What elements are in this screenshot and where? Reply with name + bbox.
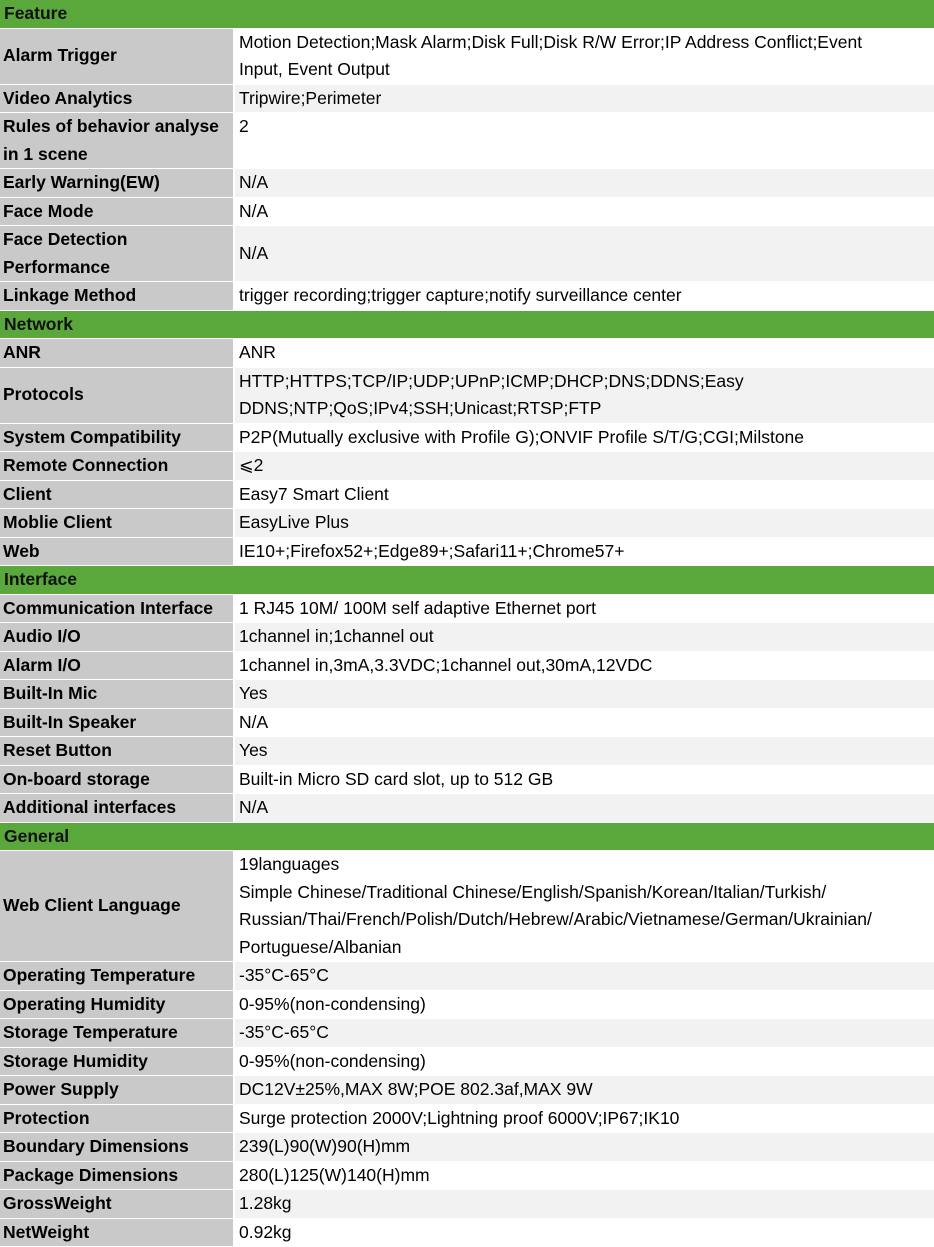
spec-row bbox=[0, 1019, 934, 1048]
spec-value-line: P2P(Mutually exclusive with Profile G);ONVIF Profile S/T/G;CGI;Milstone bbox=[239, 426, 805, 447]
spec-row bbox=[0, 282, 934, 311]
spec-value-line: -35°C-65°C bbox=[239, 965, 329, 985]
spec-row bbox=[0, 1104, 934, 1133]
spec-value-line: 0-95%(non-condensing) bbox=[239, 993, 426, 1014]
spec-value-line: 1 RJ45 10M/ 100M self adaptive Ethernet port bbox=[239, 597, 597, 618]
spec-label bbox=[0, 113, 234, 169]
spec-value-line: N/A bbox=[239, 172, 269, 192]
spec-value-line: Built-in Micro SD card slot, up to 512 GB bbox=[239, 768, 554, 789]
spec-value bbox=[234, 680, 934, 709]
spec-value-line: EasyLive Plus bbox=[239, 512, 349, 532]
spec-row bbox=[0, 1047, 934, 1076]
spec-value-line: DDNS;NTP;QoS;IPv4;SSH;Unicast;RTSP;FTP bbox=[239, 398, 602, 418]
spec-row bbox=[0, 509, 934, 538]
spec-value-line: Surge protection 2000V;Lightning proof 6000V;IP67;IK10 bbox=[239, 1107, 680, 1128]
spec-label: Early Warning(EW) bbox=[0, 169, 234, 198]
spec-label: Linkage Method bbox=[0, 282, 234, 311]
spec-row bbox=[0, 537, 934, 566]
section-title: Interface bbox=[0, 566, 934, 595]
spec-label: NetWeight bbox=[0, 1218, 234, 1247]
spec-value bbox=[234, 1161, 934, 1190]
spec-label-line: Face Detection bbox=[3, 229, 128, 249]
section-title: Feature bbox=[0, 0, 934, 28]
spec-row bbox=[0, 1133, 934, 1162]
spec-label: On-board storage bbox=[0, 765, 234, 794]
spec-label: Storage Humidity bbox=[0, 1047, 234, 1076]
spec-value bbox=[234, 1047, 934, 1076]
spec-label: Web bbox=[0, 537, 234, 566]
spec-label: Remote Connection bbox=[0, 452, 234, 481]
spec-row bbox=[0, 851, 934, 962]
spec-row bbox=[0, 794, 934, 823]
spec-value bbox=[234, 452, 934, 481]
spec-value bbox=[234, 794, 934, 823]
spec-value-line: HTTP;HTTPS;TCP/IP;UDP;UPnP;ICMP;DHCP;DNS;DDNS;Easy bbox=[239, 370, 744, 391]
spec-row bbox=[0, 84, 934, 113]
spec-value-line: ANR bbox=[239, 342, 276, 362]
spec-value-line: 0.92kg bbox=[239, 1221, 292, 1242]
spec-label: Moblie Client bbox=[0, 509, 234, 538]
spec-label: Client bbox=[0, 480, 234, 509]
spec-value-line: 1channel in,3mA,3.3VDC;1channel out,30mA,12VDC bbox=[239, 654, 653, 675]
spec-value bbox=[234, 84, 934, 113]
spec-value bbox=[234, 594, 934, 623]
spec-row bbox=[0, 169, 934, 198]
spec-value bbox=[234, 537, 934, 566]
spec-value-line: -35°C-65°C bbox=[239, 1022, 329, 1042]
spec-value-line: N/A bbox=[239, 797, 269, 817]
spec-label: GrossWeight bbox=[0, 1190, 234, 1219]
spec-value-line: Easy7 Smart Client bbox=[239, 483, 389, 504]
spec-value bbox=[234, 1190, 934, 1219]
section-title: General bbox=[0, 822, 934, 851]
spec-value bbox=[234, 1133, 934, 1162]
spec-row bbox=[0, 480, 934, 509]
spec-value bbox=[234, 169, 934, 198]
spec-label: ANR bbox=[0, 339, 234, 368]
section-header-network bbox=[0, 310, 934, 339]
spec-value-line: 239(L)90(W)90(H)mm bbox=[239, 1136, 411, 1156]
spec-row bbox=[0, 197, 934, 226]
spec-row bbox=[0, 623, 934, 652]
spec-value-line: Input, Event Output bbox=[239, 59, 390, 79]
spec-value-line: IE10+;Firefox52+;Edge89+;Safari11+;Chrome57+ bbox=[239, 540, 625, 561]
spec-row bbox=[0, 367, 934, 423]
spec-row bbox=[0, 1076, 934, 1105]
spec-value bbox=[234, 28, 934, 84]
spec-row bbox=[0, 452, 934, 481]
spec-value-line: 280(L)125(W)140(H)mm bbox=[239, 1164, 430, 1185]
spec-value bbox=[234, 480, 934, 509]
spec-value-line: Portuguese/Albanian bbox=[239, 936, 402, 957]
spec-row bbox=[0, 423, 934, 452]
spec-value bbox=[234, 1104, 934, 1133]
spec-row bbox=[0, 962, 934, 991]
spec-value bbox=[234, 197, 934, 226]
spec-label: Audio I/O bbox=[0, 623, 234, 652]
spec-value-line: ⩽2 bbox=[239, 455, 264, 475]
spec-label: Built-In Mic bbox=[0, 680, 234, 709]
spec-value-line: Motion Detection;Mask Alarm;Disk Full;Disk R/W Error;IP Address Conflict;Event bbox=[239, 31, 863, 52]
spec-label: Video Analytics bbox=[0, 84, 234, 113]
spec-value-line: Yes bbox=[239, 683, 268, 703]
spec-label: Alarm I/O bbox=[0, 651, 234, 680]
spec-value-line: Tripwire;Perimeter bbox=[239, 87, 382, 108]
section-header-general bbox=[0, 822, 934, 851]
spec-value bbox=[234, 623, 934, 652]
spec-label-line: in 1 scene bbox=[3, 143, 88, 164]
spec-label: Protection bbox=[0, 1104, 234, 1133]
spec-value bbox=[234, 339, 934, 368]
spec-label: System Compatibility bbox=[0, 423, 234, 452]
spec-value-line: Simple Chinese/Traditional Chinese/English/Spanish/Korean/Italian/Turkish/ bbox=[239, 881, 827, 902]
section-title: Network bbox=[0, 310, 934, 339]
section-header-feature bbox=[0, 0, 934, 28]
spec-label: Web Client Language bbox=[0, 851, 234, 962]
spec-value-line: trigger recording;trigger capture;notify surveillance center bbox=[239, 285, 682, 305]
spec-value bbox=[234, 990, 934, 1019]
spec-row bbox=[0, 1190, 934, 1219]
spec-row bbox=[0, 651, 934, 680]
spec-value-line: N/A bbox=[239, 711, 269, 732]
spec-value bbox=[234, 737, 934, 766]
spec-label: Protocols bbox=[0, 367, 234, 423]
spec-value bbox=[234, 708, 934, 737]
spec-value-line: 1channel in;1channel out bbox=[239, 626, 434, 646]
spec-label: Built-In Speaker bbox=[0, 708, 234, 737]
spec-value-line: Russian/Thai/French/Polish/Dutch/Hebrew/Arabic/Vietnamese/German/Ukrainian/ bbox=[239, 909, 872, 929]
spec-value bbox=[234, 1019, 934, 1048]
spec-value bbox=[234, 113, 934, 169]
spec-row bbox=[0, 708, 934, 737]
spec-row bbox=[0, 594, 934, 623]
spec-value-line: N/A bbox=[239, 200, 269, 221]
spec-label: Alarm Trigger bbox=[0, 28, 234, 84]
spec-value-line: 19languages bbox=[239, 854, 340, 874]
spec-row bbox=[0, 1161, 934, 1190]
spec-value bbox=[234, 423, 934, 452]
spec-label: Operating Temperature bbox=[0, 962, 234, 991]
spec-label bbox=[0, 226, 234, 282]
spec-value bbox=[234, 509, 934, 538]
section-header-interface bbox=[0, 566, 934, 595]
spec-row bbox=[0, 113, 934, 169]
spec-row bbox=[0, 339, 934, 368]
spec-label: Boundary Dimensions bbox=[0, 1133, 234, 1162]
spec-value bbox=[234, 651, 934, 680]
spec-label-line: Performance bbox=[3, 256, 110, 277]
spec-value bbox=[234, 851, 934, 962]
spec-value-line: N/A bbox=[239, 242, 269, 263]
spec-row bbox=[0, 680, 934, 709]
spec-row bbox=[0, 28, 934, 84]
spec-value-line: 2 bbox=[239, 116, 249, 136]
spec-row bbox=[0, 765, 934, 794]
spec-label: Face Mode bbox=[0, 197, 234, 226]
spec-value-line: 0-95%(non-condensing) bbox=[239, 1050, 426, 1071]
spec-value bbox=[234, 765, 934, 794]
spec-label: Reset Button bbox=[0, 737, 234, 766]
spec-label: Package Dimensions bbox=[0, 1161, 234, 1190]
spec-label: Power Supply bbox=[0, 1076, 234, 1105]
spec-value bbox=[234, 962, 934, 991]
spec-value-line: Yes bbox=[239, 740, 268, 760]
spec-value bbox=[234, 1218, 934, 1247]
spec-row bbox=[0, 990, 934, 1019]
spec-value-line bbox=[239, 141, 931, 169]
spec-value bbox=[234, 1076, 934, 1105]
spec-row bbox=[0, 1218, 934, 1247]
spec-label: Storage Temperature bbox=[0, 1019, 234, 1048]
spec-row bbox=[0, 226, 934, 282]
spec-value bbox=[234, 282, 934, 311]
spec-label-line: Rules of behavior analyse bbox=[3, 116, 219, 136]
spec-label: Operating Humidity bbox=[0, 990, 234, 1019]
spec-label: Communication Interface bbox=[0, 594, 234, 623]
spec-value-line: 1.28kg bbox=[239, 1193, 292, 1213]
spec-value bbox=[234, 367, 934, 423]
spec-value bbox=[234, 226, 934, 282]
spec-row bbox=[0, 737, 934, 766]
spec-value-line: DC12V±25%,MAX 8W;POE 802.3af,MAX 9W bbox=[239, 1079, 593, 1099]
spec-label: Additional interfaces bbox=[0, 794, 234, 823]
